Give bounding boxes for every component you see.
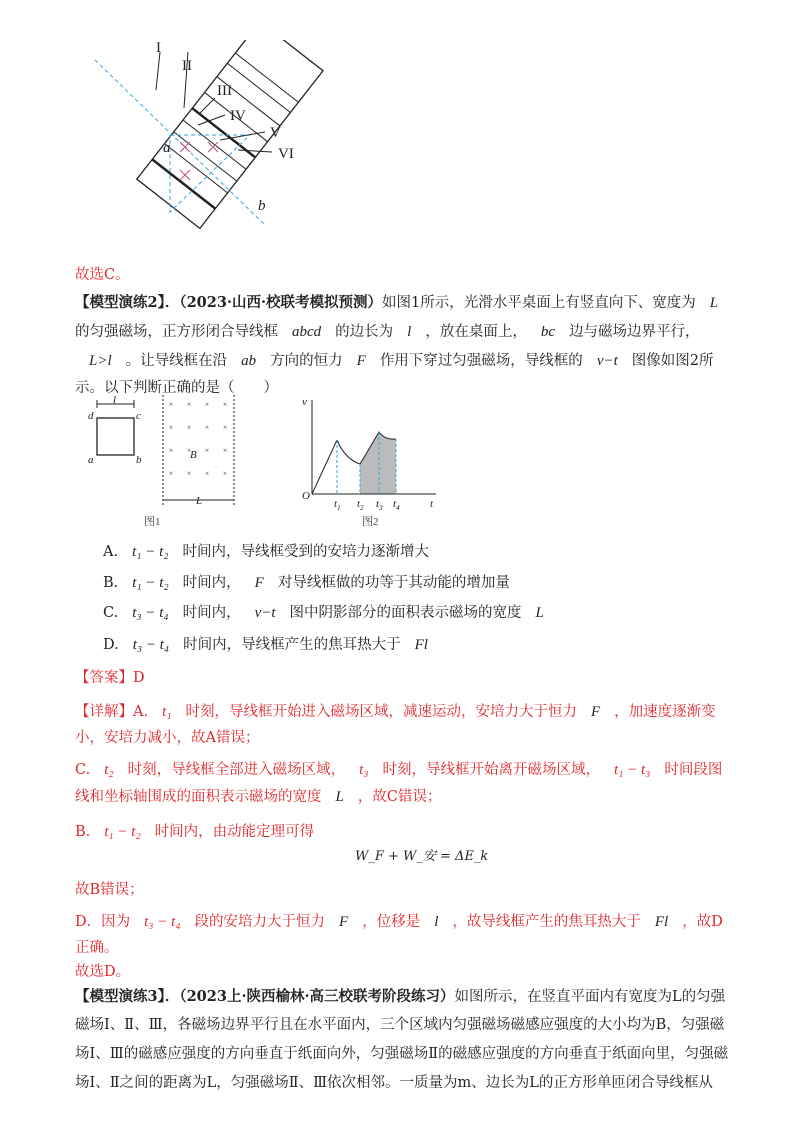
math-F: F (356, 353, 366, 369)
detail-text: 时刻，导线框开始离开磁场区域， (382, 762, 600, 778)
option-text: 时间内， (182, 575, 241, 591)
fig1-label-b: b (136, 454, 142, 466)
fig2-axis-v: v (302, 396, 307, 408)
fig1-label-L: L (196, 495, 203, 507)
detail-a-line-1 (75, 702, 716, 722)
detail-b-line-2: 故B错误； (75, 882, 144, 898)
field-cross-mark: × (222, 469, 228, 478)
option-c (103, 603, 558, 623)
formula: W_F + W_安 = ΔE_k (355, 849, 489, 864)
detail-text: ，故C错误； (357, 789, 442, 805)
detail-math: F (339, 914, 349, 930)
fig1-label-l: l (113, 395, 117, 406)
detail-text: B. (75, 824, 91, 840)
q2-source: ．（2023·山西·校联考模拟预测） (164, 294, 383, 311)
q3-source: ．（2023上·陕西榆林·高三校联考阶段练习） (164, 988, 455, 1005)
detail-text: ，位移是 (362, 914, 421, 930)
detail-text: 时刻，导线框开始进入磁场区域，减速运动，安培力大于恒力 (185, 704, 577, 720)
detail-text: ，故D (682, 914, 723, 930)
q2-text: ，放在桌面上， (425, 324, 527, 340)
strip-label-5: V (270, 125, 281, 141)
detail-c-line-2 (75, 787, 441, 807)
detail-text: 【详解】A. (75, 704, 149, 720)
field-cross-mark: × (186, 400, 192, 409)
option-math: t₁ − t₂ (132, 575, 169, 591)
field-cross-mark: × (222, 423, 228, 432)
option-text: 时间内， (182, 605, 241, 621)
detail-text: 时刻，导线框全部进入磁场区域， (127, 762, 346, 778)
detail-math: t₁ − t₂ (104, 824, 141, 840)
q2-text: 的边长为 (335, 324, 394, 340)
option-text: 时间内，导线框产生的焦耳热大于 (183, 637, 401, 653)
detail-math: l (434, 914, 439, 930)
figure-1 (80, 395, 240, 530)
q2-title: 【模型演练2】 (75, 294, 165, 311)
field-cross-mark: × (222, 446, 228, 455)
option-text: 图中阴影部分的面积表示磁场的宽度 (289, 605, 522, 621)
q2-line-4: 示。以下判断正确的是（ ） (75, 380, 278, 396)
detail-math: L (335, 789, 344, 805)
strip-label-1: I (156, 40, 161, 56)
math-ab: ab (241, 353, 257, 369)
fig1-label-a: a (88, 454, 94, 466)
q3-line-1 (75, 987, 725, 1007)
option-math: L (535, 605, 544, 621)
detail-math: t₃ (359, 762, 369, 778)
detail-text: ，故导线框产生的焦耳热大于 (452, 914, 641, 930)
detail-b-line-1 (75, 822, 314, 842)
detail-math: F (590, 704, 601, 720)
option-key: C. (103, 605, 119, 621)
field-cross-mark: × (204, 446, 210, 455)
detail-c-line-1 (75, 760, 722, 780)
option-text: 对导线框做的功等于其动能的增加量 (277, 575, 510, 591)
detail-text: D．因为 (75, 914, 131, 930)
math-abcd: abcd (292, 324, 322, 340)
fig2-origin: O (302, 490, 310, 502)
detail-text: C. (75, 762, 91, 778)
strip-label-6: VI (278, 146, 294, 162)
answer: 【答案】D (75, 670, 145, 686)
q2-text: 。让导线框在沿 (125, 353, 228, 369)
field-cross-mark: × (168, 423, 174, 432)
strip-label-4: IV (230, 108, 246, 124)
field-cross-mark: × (186, 423, 192, 432)
fig1-caption: 图1 (144, 516, 161, 528)
fig2-t2: $t_2$ (357, 498, 364, 512)
option-math: t₁ − t₂ (132, 544, 169, 560)
detail-math: t₁ (162, 704, 172, 720)
q2-text: 边与磁场边界平行， (569, 324, 700, 340)
field-cross-mark: × (186, 469, 192, 478)
option-text: 时间内，导线框受到的安培力逐渐增大 (182, 544, 429, 560)
field-cross-mark: × (168, 400, 174, 409)
q2-text: 图像如图2所 (631, 353, 714, 369)
math-L: L (709, 295, 719, 311)
q3-title: 【模型演练3】 (75, 988, 165, 1005)
fig1-label-c: c (136, 410, 141, 422)
fig2-t3: $t_3$ (376, 498, 383, 512)
option-key: B. (103, 575, 119, 591)
detail-text: 段的安培力大于恒力 (194, 914, 326, 930)
option-math: Fl (414, 637, 428, 653)
previous-conclusion: 故选C。 (75, 267, 130, 283)
q2-text: 的匀强磁场，正方形闭合导线框 (75, 324, 278, 340)
detail-a-line-2: 小，安培力减小，故A错误； (75, 730, 260, 746)
option-b (103, 573, 510, 593)
fig2-t1: $t_1$ (334, 498, 341, 512)
field-cross-mark: × (168, 469, 174, 478)
option-math: F (254, 575, 264, 591)
math-L-gt-l: L>l (89, 353, 112, 369)
q2-text: 方向的恒力 (270, 353, 343, 369)
math-v-t: v−t (596, 353, 618, 369)
conclusion: 故选D。 (75, 964, 131, 980)
detail-math: t₁ − t₃ (613, 762, 651, 778)
field-cross-mark: × (186, 446, 192, 455)
detail-text: ，加速度逐渐变 (614, 704, 716, 720)
math-bc: bc (540, 324, 556, 340)
q2-text: 作用下穿过匀强磁场，导线框的 (379, 353, 583, 369)
option-key: A. (103, 544, 119, 560)
field-cross-mark: × (204, 400, 210, 409)
field-cross-mark: × (204, 469, 210, 478)
fig2-caption: 图2 (362, 516, 379, 528)
option-key: D. (103, 637, 119, 653)
detail-text: 时间段图 (664, 762, 723, 778)
field-cross-mark: × (222, 400, 228, 409)
q2-text: 如图1所示，光滑水平桌面上有竖直向下、宽度为 (382, 295, 696, 311)
q3-line-3: 场Ⅰ、Ⅲ的磁感应强度的方向垂直于纸面向外，匀强磁场Ⅱ的磁感应强度的方向垂直于纸面向里，匀强磁 (75, 1046, 729, 1062)
q3-line-4: 场Ⅰ、Ⅱ之间的距离为L，匀强磁场Ⅱ、Ⅲ依次相邻。一质量为m、边长为L的正方形单匝闭合导线框从 (75, 1075, 713, 1091)
q3-text: 如图所示，在竖直平面内有宽度为L的匀强 (454, 989, 726, 1005)
detail-text: 时间内，由动能定理可得 (154, 824, 315, 840)
math-l: l (407, 324, 412, 340)
q2-line-2 (75, 322, 700, 342)
strip-label-2: II (182, 58, 192, 74)
fig2-axis-t: t (430, 498, 434, 510)
field-cross-mark: × (204, 423, 210, 432)
fig1-label-d: d (88, 410, 94, 422)
detail-math: t₂ (104, 762, 114, 778)
field-cross-mark: × (168, 446, 174, 455)
detail-math: Fl (654, 914, 669, 930)
fig1-label-B: B (190, 449, 197, 461)
detail-d-line-1 (75, 912, 723, 932)
strip-label-3: III (217, 83, 232, 99)
q2-line-3 (75, 351, 714, 371)
point-a: a (163, 140, 171, 156)
q2-line-1 (75, 293, 732, 313)
detail-math: t₃ − t₄ (144, 914, 181, 930)
detail-d-line-2: 正确。 (75, 940, 119, 956)
option-math: t₃ − t₄ (132, 637, 170, 653)
option-a (103, 542, 429, 562)
option-math: v−t (254, 605, 276, 621)
q3-line-2: 磁场Ⅰ、Ⅱ、Ⅲ，各磁场边界平行且在水平面内，三个区域内匀强磁场磁感应强度的大小均为B，匀强磁 (75, 1017, 725, 1033)
figure-2-v-t-graph (300, 395, 440, 530)
option-math: t₃ − t₄ (132, 605, 169, 621)
magnetic-field-strips-figure (90, 40, 330, 270)
point-b: b (258, 198, 266, 214)
fig2-t4: $t_4$ (393, 498, 400, 512)
option-d (103, 635, 442, 655)
detail-text: 线和坐标轴围成的面积表示磁场的宽度 (75, 789, 322, 805)
